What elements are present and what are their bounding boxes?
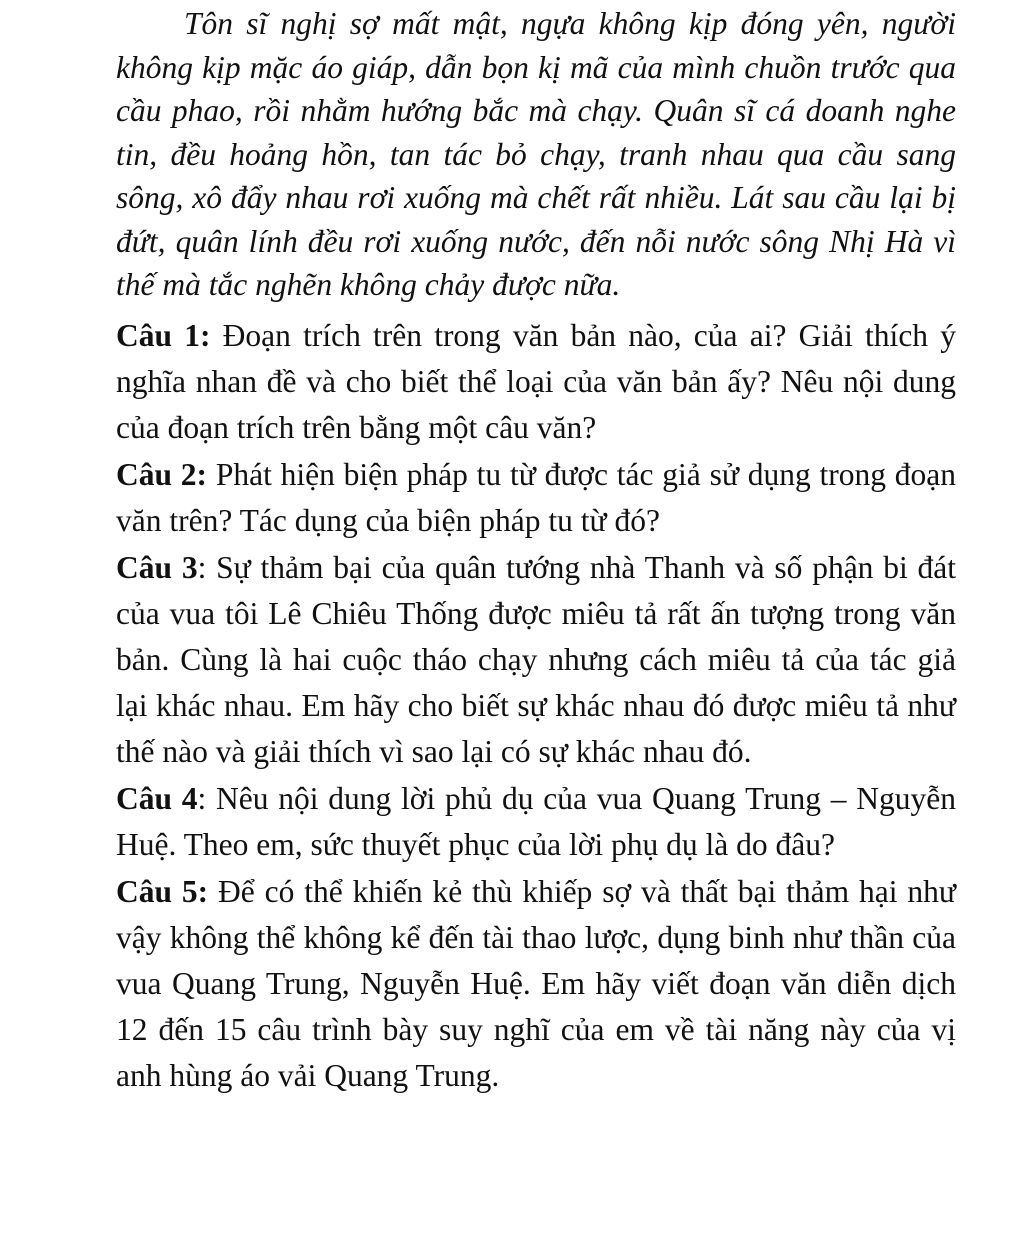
question-5-text: Để có thể khiến kẻ thù khiếp sợ và thất bại thảm hại như vậy không thể không kể đến tài thao lược, dụng binh như thần của vua Quang Trung, Nguyễn Huệ. Em hãy viết đoạn văn diễn dịch 12 đến 15 câu trình bày suy nghĩ của em về tài năng này của vị anh hùng áo vải Quang Trung. [116,873,956,1093]
question-2-label: Câu 2: [116,456,208,492]
question-5-label: Câu 5: [116,873,209,909]
document-page [116,0,956,1099]
question-3 [116,545,956,775]
question-2 [116,452,956,544]
question-3-label: Câu 3 [116,549,198,585]
question-3-text: : Sự thảm bại của quân tướng nhà Thanh và số phận bi đát của vua tôi Lê Chiêu Thống được miêu tả rất ấn tượng trong văn bản. Cùng là hai cuộc tháo chạy nhưng cách miêu tả của tác giả lại khác nhau. Em hãy cho biết sự khác nhau đó được miêu tả như thế nào và giải thích vì sao lại có sự khác nhau đó. [116,549,956,769]
question-2-text: Phát hiện biện pháp tu từ được tác giả sử dụng trong đoạn văn trên? Tác dụng của biện pháp tu từ đó? [116,456,956,538]
question-4-label: Câu 4 [116,780,198,816]
question-1-text: Đoạn trích trên trong văn bản nào, của ai? Giải thích ý nghĩa nhan đề và cho biết thể loại của văn bản ấy? Nêu nội dung của đoạn trích trên bằng một câu văn? [116,317,956,445]
question-5 [116,869,956,1099]
question-1 [116,313,956,451]
question-4 [116,776,956,868]
question-4-text: : Nêu nội dung lời phủ dụ của vua Quang Trung – Nguyễn Huệ. Theo em, sức thuyết phục của lời phụ dụ là do đâu? [116,780,956,862]
excerpt-passage: Tôn sĩ nghị sợ mất mật, ngựa không kịp đóng yên, người không kịp mặc áo giáp, dẫn bọn kị mã của mình chuồn trước qua cầu phao, rồi nhằm hướng bắc mà chạy. Quân sĩ cá doanh nghe tin, đều hoảng hồn, tan tác bỏ chạy, tranh nhau qua cầu sang sông, xô đẩy nhau rơi xuống mà chết rất nhiều. Lát sau cầu lại bị đứt, quân lính đều rơi xuống nước, đến nỗi nước sông Nhị Hà vì thế mà tắc nghẽn không chảy được nữa. [116,6,956,302]
question-1-label: Câu 1: [116,317,211,353]
